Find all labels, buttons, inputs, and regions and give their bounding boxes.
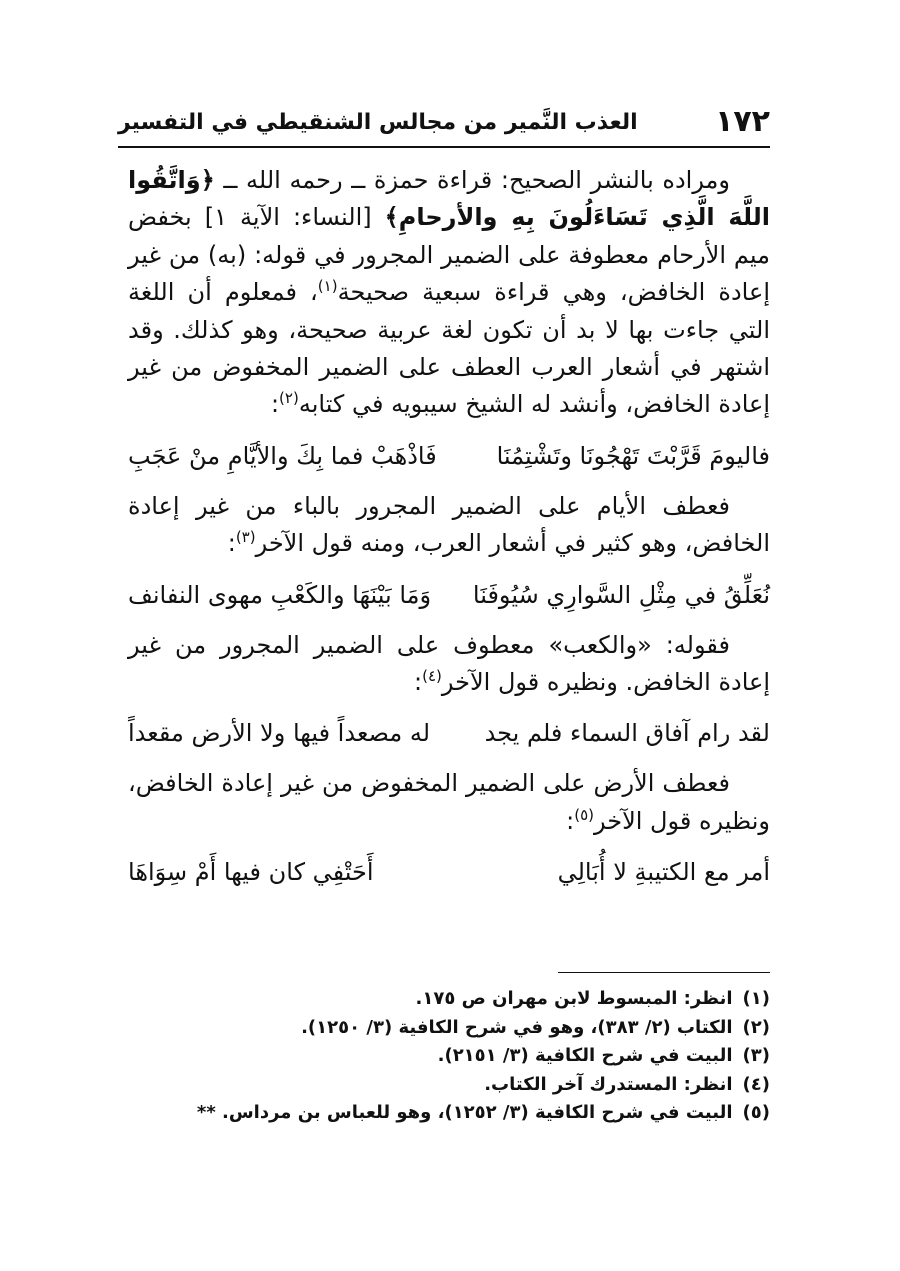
verse-second-hemistich: وَمَا بَيْنَهَا والكَعْبِ مهوى النفانف: [128, 580, 432, 609]
footnote-separator: [558, 972, 770, 973]
footnote-text: البيت في شرح الكافية (٣/ ٢١٥١).: [437, 1045, 733, 1066]
footnote-text: البيت في شرح الكافية (٣/ ١٢٥٢)، وهو للعباس بن مرداس. **: [196, 1102, 733, 1123]
main-text: [128, 162, 770, 904]
verse-first-hemistich: فاليومَ قَرَّبْتَ تَهْجُونَا وتَشْتِمُنَا: [496, 441, 770, 470]
footnote: [200, 1014, 770, 1043]
paragraph-text: [النساء: الآية ١] بخفض ميم الأرحام معطوفة على الضمير المجرور في قوله: (به) من غير إعادة الخافض، وهي قراءة سبعية صحيحة: [128, 203, 770, 307]
paragraph-text: فعطف الأرض على الضمير المخفوض من غير إعادة الخافض، ونظيره قول الآخر: [128, 769, 770, 835]
page-header: [118, 98, 770, 148]
poetry-verse-1: [128, 436, 770, 476]
footnote: [200, 1042, 770, 1071]
poetry-verse-4: [128, 852, 770, 892]
paragraph-text: فعطف الأيام على الضمير المجرور بالباء من غير إعادة الخافض، وهو كثير في أشعار العرب، ومنه قول الآخر: [128, 491, 770, 558]
paragraph-text: ومراده بالنشر الصحيح: قراءة حمزة ــ رحمه الله ــ: [214, 166, 730, 194]
paragraph-text: :: [227, 529, 236, 558]
poetry-verse-2: [128, 575, 770, 615]
footnote-number: (١): [742, 988, 770, 1009]
footnote-number: (٥): [742, 1102, 770, 1123]
page-number: ١٧٢: [715, 104, 770, 139]
poetry-verse-3: [128, 713, 770, 753]
footnote-ref: (٤): [422, 667, 442, 686]
footnote-ref: (١): [317, 277, 338, 296]
footnote-text: انظر: المبسوط لابن مهران ص ١٧٥.: [415, 988, 733, 1009]
paragraph-1: [128, 162, 770, 424]
footnote: [200, 985, 770, 1014]
footnote-ref: (٢): [279, 389, 299, 408]
paragraph-text: فقوله: «والكعب» معطوف على الضمير المجرور من غير إعادة الخافض. ونظيره قول الآخر: [128, 630, 770, 697]
verse-second-hemistich: أَحَتْفِي كان فيها أَمْ سِوَاهَا: [128, 858, 374, 887]
paragraph-4: [128, 765, 770, 840]
footnote-text: انظر: المستدرك آخر الكتاب.: [484, 1073, 733, 1095]
running-title: العذب النَّمير من مجالس الشنقيطي في التفسير: [118, 110, 638, 135]
verse-first-hemistich: أمر مع الكتيبةِ لا أُبَالِي: [557, 858, 770, 887]
footnote-text: الكتاب (٢/ ٣٨٣)، وهو في شرح الكافية (٣/ ١٢٥٠).: [301, 1016, 733, 1038]
footnote: [200, 1071, 770, 1100]
paragraph-2: [128, 488, 770, 563]
header-rule: [118, 146, 770, 148]
footnote-ref: (٥): [574, 805, 594, 824]
footnote-number: (٤): [742, 1073, 770, 1095]
quran-verse: ﴿وَاتَّقُوا اللَّهَ الَّذِي تَسَاءَلُونَ بِهِ والأرحامِ﴾: [128, 166, 770, 232]
verse-first-hemistich: لقد رام آفاق السماء فلم يجد: [484, 719, 770, 748]
footnote-ref: (٣): [235, 528, 256, 547]
paragraph-text: :: [566, 806, 575, 835]
paragraph-3: [128, 627, 770, 702]
paragraph-text: ، فمعلوم أن اللغة التي جاءت بها لا بد أن تكون لغة عربية صحيحة، وهو كذلك. وقد اشتهر في أشعار العرب العطف على الضمير المخفوض من غير إعادة الخافض، وأنشد له الشيخ سيبويه في كتابه: [128, 278, 770, 419]
footnote-number: (٣): [742, 1045, 770, 1066]
footnotes: [196, 985, 770, 1128]
verse-second-hemistich: فَاذْهَبْ فما بِكَ والأيَّامِ منْ عَجَبِ: [128, 441, 437, 470]
footnote-number: (٢): [742, 1016, 770, 1038]
verse-first-hemistich: نُعَلِّقُ في مِثْلِ السَّوارِي سُيُوفَنَا: [472, 580, 770, 609]
paragraph-text: :: [270, 390, 280, 419]
paragraph-text: :: [414, 668, 423, 697]
footnote: [196, 1099, 770, 1128]
verse-second-hemistich: له مصعداً فيها ولا الأرض مقعداً: [128, 719, 431, 748]
